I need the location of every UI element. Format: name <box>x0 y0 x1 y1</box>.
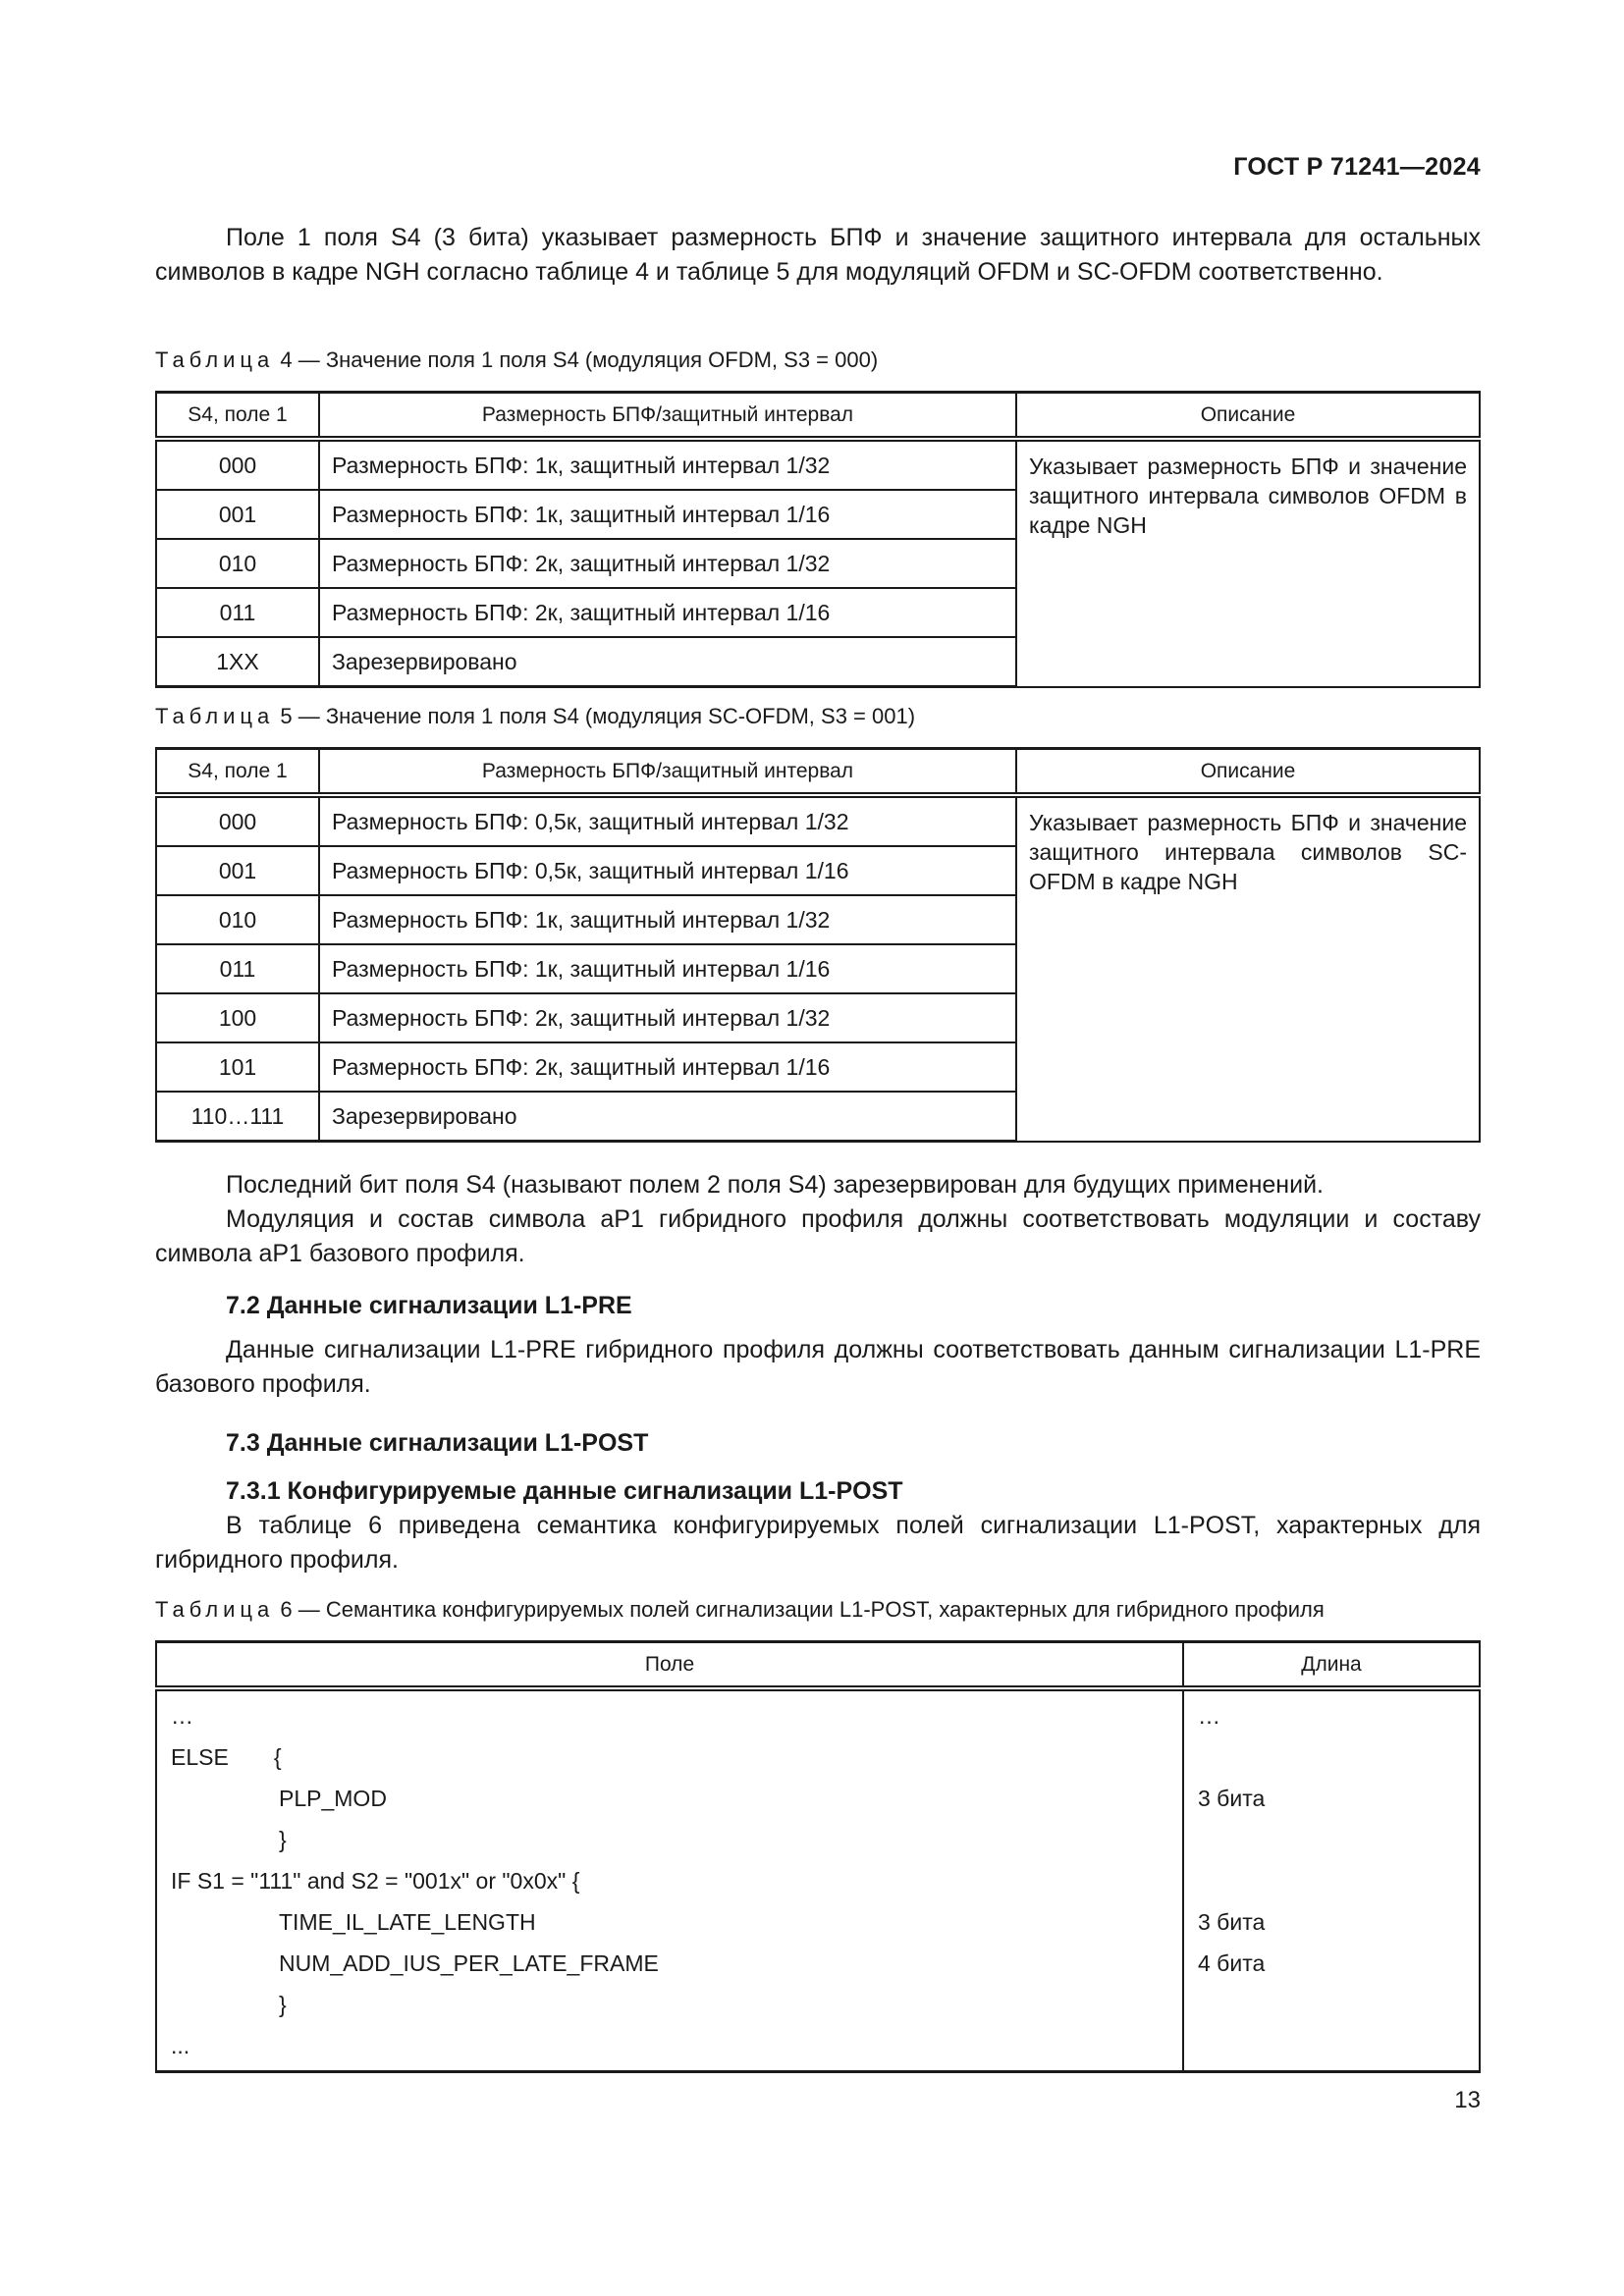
table-row: 011 Размерность БПФ: 1к, защитный интервал 1/16 <box>156 944 1480 993</box>
table-row: 101 Размерность БПФ: 2к, защитный интервал 1/16 <box>156 1042 1480 1092</box>
table-row: 011 Размерность БПФ: 2к, защитный интервал 1/16 <box>156 588 1480 637</box>
table-row <box>156 1688 1480 2072</box>
paragraph: В таблице 6 приведена семантика конфигурируемых полей сигнализации L1-POST, характерных для гибридного профиля. <box>155 1512 1481 1574</box>
standard-id: ГОСТ Р 71241—2024 <box>1233 153 1481 181</box>
table-row: 100 Размерность БПФ: 2к, защитный интервал 1/32 <box>156 993 1480 1042</box>
description-cell: Указывает размерность БПФ и значение защитного интервала символов SC-OFDM в кадре NGH <box>1016 795 1480 1142</box>
paragraph: Поле 1 поля S4 (3 бита) указывает размерность БПФ и значение защитного интервала для остальных символов в кадре NGH согласно таблице 4 и таблице 5 для модуляций OFDM и SC-OFDM соответственно. <box>155 224 1481 286</box>
column-header: Описание <box>1016 393 1480 440</box>
description-cell: Указывает размерность БПФ и значение защитного интервала символов OFDM в кадре NGH <box>1016 439 1480 687</box>
table-4 <box>155 391 1481 688</box>
paragraph: Данные сигнализации L1-PRE гибридного профиля должны соответствовать данным сигнализации L1-PRE базового профиля. <box>155 1336 1481 1398</box>
column-header: Размерность БПФ/защитный интервал <box>319 393 1016 440</box>
field-cell: … ELSE { PLP_MOD } IF S1 = "111" and S2 = "001x" or "0x0x" { TIME_IL_LATE_LENGTH NUM_ADD_IUS_PER_LATE_FRAME } ... <box>156 1688 1183 2072</box>
section-heading: 7.2 Данные сигнализации L1-PRE <box>226 1292 632 1319</box>
table-6 <box>155 1640 1481 2073</box>
table-caption: Таблица 5 — Значение поля 1 поля S4 (модуляция SC-OFDM, S3 = 001) <box>155 704 916 728</box>
table-caption: Таблица 4 — Значение поля 1 поля S4 (модуляция OFDM, S3 = 000) <box>155 347 879 372</box>
table-row: 001 Размерность БПФ: 1к, защитный интервал 1/16 <box>156 490 1480 539</box>
table-row: 010 Размерность БПФ: 1к, защитный интервал 1/32 <box>156 895 1480 944</box>
paragraph: Последний бит поля S4 (называют полем 2 поля S4) зарезервирован для будущих применений. <box>226 1171 1324 1199</box>
table-row: 1XX Зарезервировано <box>156 637 1480 687</box>
table-row: 010 Размерность БПФ: 2к, защитный интервал 1/32 <box>156 539 1480 588</box>
table-row: 000 Размерность БПФ: 1к, защитный интервал 1/32 Указывает размерность БПФ и значение защитного интервала символов OFDM в кадре NGH <box>156 439 1480 490</box>
table-caption: Таблица 6 — Семантика конфигурируемых полей сигнализации L1-POST, характерных для гибридного профиля <box>155 1597 1325 1622</box>
column-header: Длина <box>1183 1642 1480 1689</box>
table-row: 000 Размерность БПФ: 0,5к, защитный интервал 1/32 Указывает размерность БПФ и значение защитного интервала символов SC-OFDM в кадре NGH <box>156 795 1480 846</box>
length-cell: … 3 бита 3 бита 4 бита <box>1183 1688 1480 2072</box>
section-heading: 7.3 Данные сигнализации L1-POST <box>226 1429 649 1457</box>
column-header: S4, поле 1 <box>156 393 319 440</box>
column-header: S4, поле 1 <box>156 749 319 796</box>
page-number: 13 <box>1454 2087 1481 2113</box>
table-row: 001 Размерность БПФ: 0,5к, защитный интервал 1/16 <box>156 846 1480 895</box>
table-5 <box>155 747 1481 1143</box>
table-row: 110…111 Зарезервировано <box>156 1092 1480 1142</box>
subsection-heading: 7.3.1 Конфигурируемые данные сигнализации L1-POST <box>226 1477 903 1505</box>
column-header: Размерность БПФ/защитный интервал <box>319 749 1016 796</box>
column-header: Поле <box>156 1642 1183 1689</box>
paragraph: Модуляция и состав символа aP1 гибридного профиля должны соответствовать модуляции и составу символа aP1 базового профиля. <box>155 1205 1481 1267</box>
column-header: Описание <box>1016 749 1480 796</box>
